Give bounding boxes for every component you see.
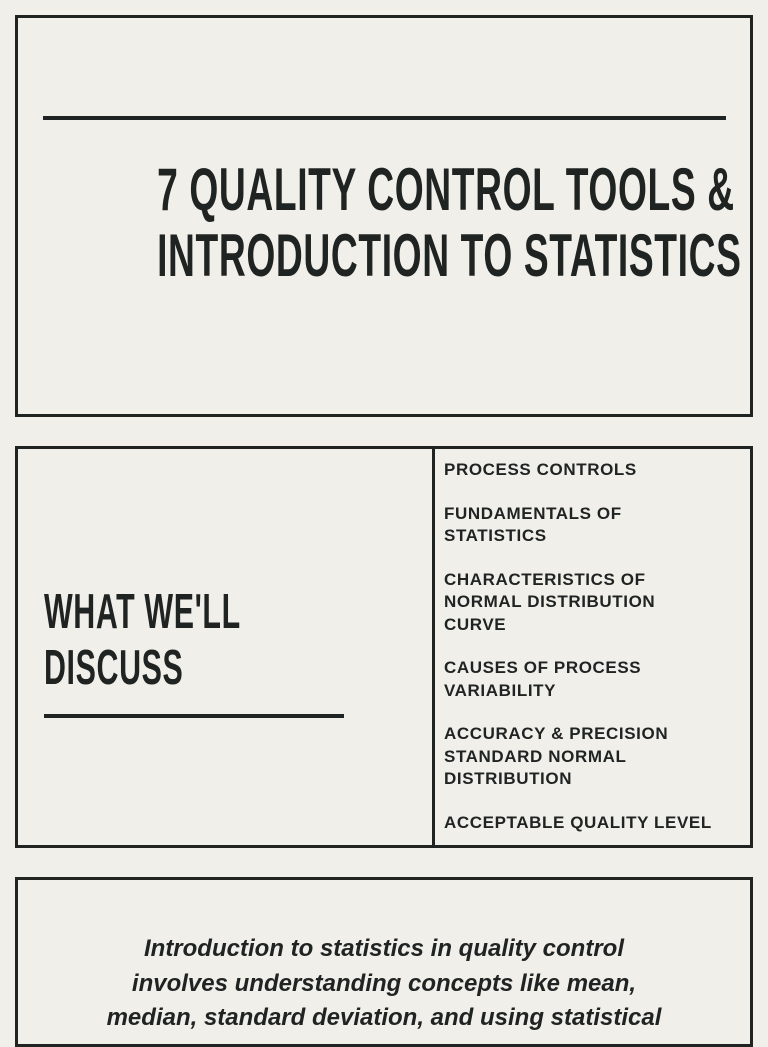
agenda-item-process-controls: PROCESS CONTROLS (444, 460, 637, 479)
intro-card (15, 877, 753, 1047)
agenda-item-process-variability: CAUSES OF PROCESS VARIABILITY (444, 658, 642, 700)
title-card (15, 15, 753, 417)
title-line-2: INTRODUCTION TO STATISTICS (157, 222, 742, 289)
title-top-rule (43, 116, 726, 120)
agenda-heading-line-2: DISCUSS (44, 641, 184, 695)
agenda-item-normal-distribution: CHARACTERISTICS OF NORMAL DISTRIBUTION CURVE (444, 569, 656, 634)
agenda-heading-rule (44, 714, 344, 718)
agenda-column-divider (432, 449, 435, 845)
agenda-item-fundamentals: FUNDAMENTALS OF STATISTICS (444, 503, 622, 545)
agenda-card (15, 446, 753, 848)
agenda-item-aql: ACCEPTABLE QUALITY LEVEL (444, 812, 712, 832)
intro-paragraph: Introduction to statistics in quality control involves understanding concepts like mean, median, standard deviation, and using statistical (106, 935, 662, 1031)
agenda-heading-line-1: WHAT WE'LL (44, 585, 241, 639)
title-line-1: 7 QUALITY CONTROL TOOLS & (157, 156, 735, 223)
agenda-list (444, 459, 744, 855)
agenda-item-accuracy-precision: ACCURACY & PRECISION STANDARD NORMAL DISTRIBUTION (444, 724, 669, 788)
